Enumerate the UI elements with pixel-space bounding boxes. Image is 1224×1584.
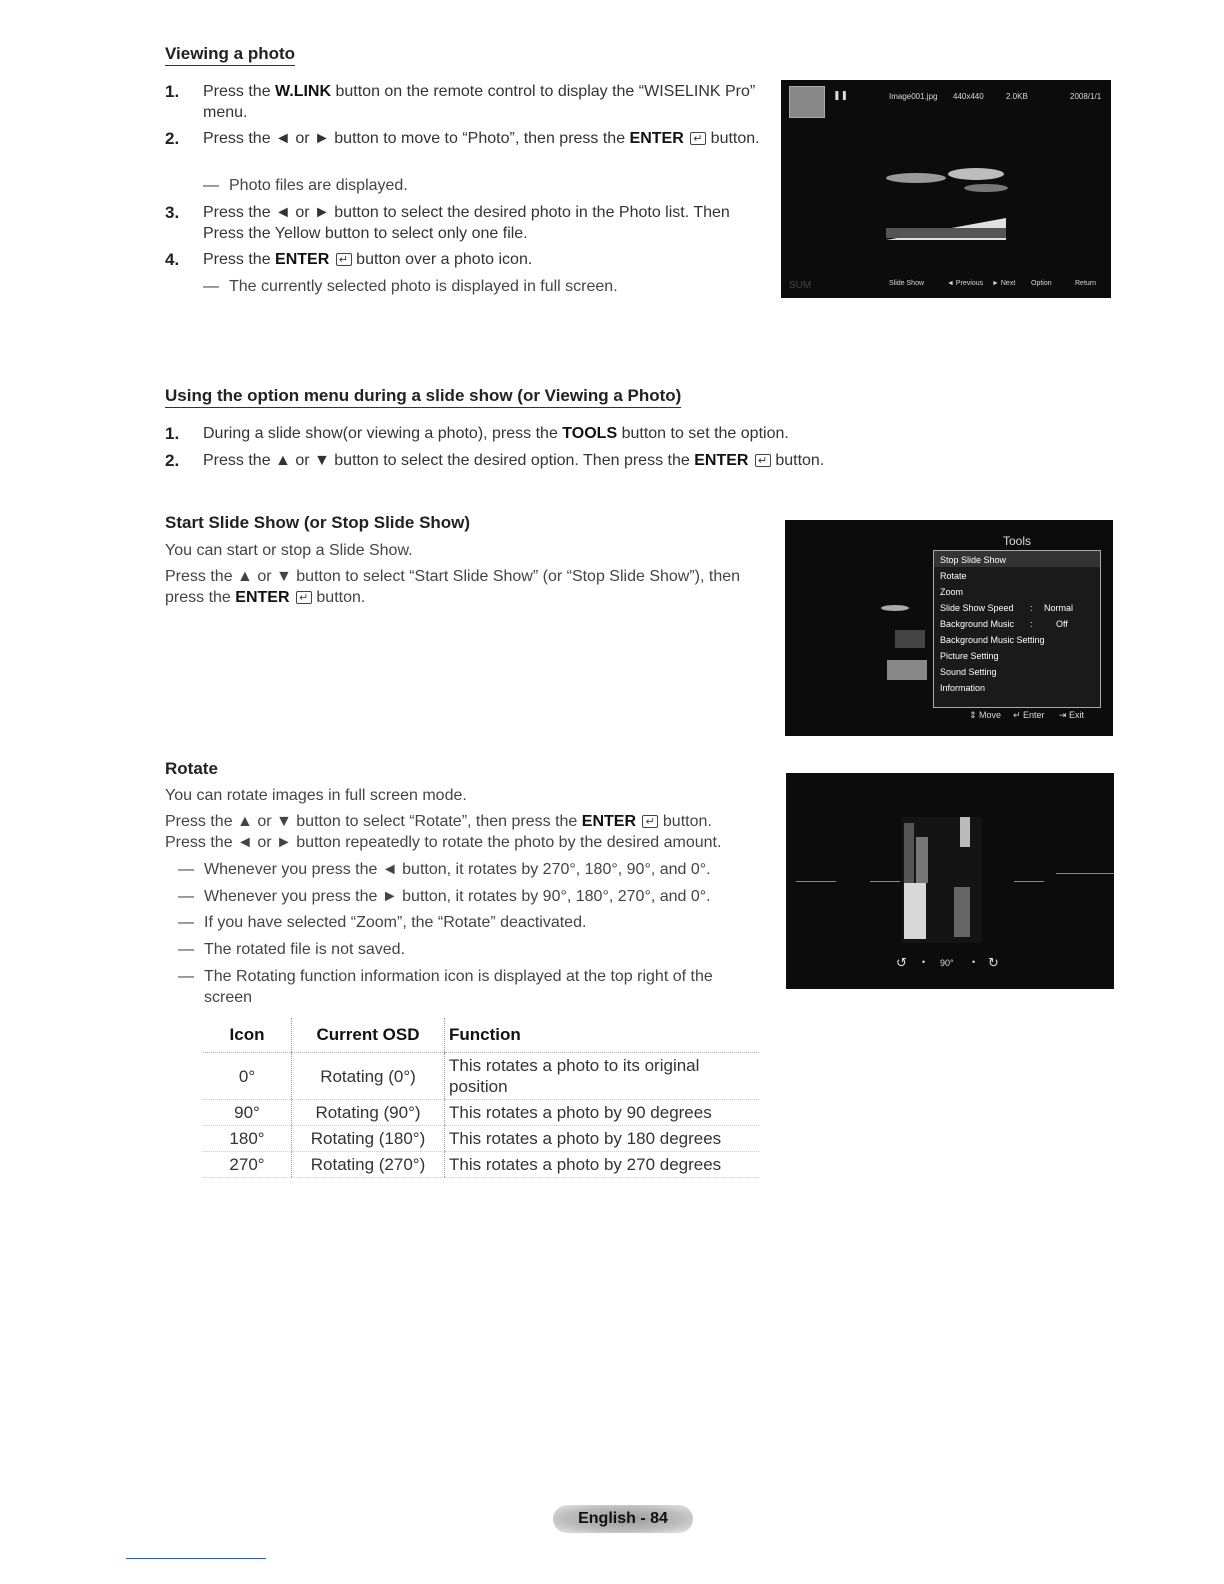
file-resolution: 440x440 bbox=[953, 92, 984, 101]
sum-label: SUM bbox=[789, 280, 812, 291]
slideshow-line-1: You can start or stop a Slide Show. bbox=[165, 542, 413, 559]
menu-item-information[interactable]: Information bbox=[940, 683, 986, 693]
rotate-note-5: — The Rotating function information icon is displayed at the top right of the screen bbox=[178, 968, 713, 1006]
step-4: 4. Press the ENTER ↵ button over a photo icon. bbox=[203, 249, 763, 270]
rotate-line-1: You can rotate images in full screen mode. bbox=[165, 787, 467, 804]
note-full-screen: — The currently selected photo is displayed in full screen. bbox=[203, 278, 618, 295]
btn-return: Return bbox=[1075, 280, 1097, 287]
rotate-line-2: Press the ▲ or ▼ button to select “Rotate”, then press the ENTER ↵ button. bbox=[165, 811, 785, 832]
menu-item-stop-slide-show[interactable]: Stop Slide Show bbox=[940, 555, 1007, 565]
footer-enter: ↵ Enter bbox=[1013, 710, 1045, 720]
table-row: 180° Rotating (180°) This rotates a photo by 180 degrees bbox=[203, 1126, 759, 1152]
rotate-note-1: — Whenever you press the ◄ button, it rotates by 270°, 180°, 90°, and 0°. bbox=[178, 861, 711, 878]
photo-image bbox=[876, 140, 1016, 250]
file-name: Image001.jpg bbox=[889, 92, 938, 101]
table-row: 0° Rotating (0°) This rotates a photo to its original position bbox=[203, 1053, 759, 1100]
pause-icon: ❚❚ bbox=[833, 90, 849, 100]
menu-item-sound-setting[interactable]: Sound Setting bbox=[940, 667, 997, 677]
menu-item-zoom[interactable]: Zoom bbox=[940, 587, 964, 597]
section-heading-viewing-photo: Viewing a photo bbox=[165, 44, 295, 66]
enter-icon bbox=[642, 815, 658, 828]
slide-show-speed-sep: : bbox=[1030, 603, 1033, 613]
option-step-2: 2. Press the ▲ or ▼ button to select the desired option. Then press the ENTER ↵ button. bbox=[203, 450, 903, 471]
right-dot: • bbox=[972, 957, 976, 967]
step-1: 1. Press the W.LINK button on the remote control to display the “WISELINK Pro” menu. bbox=[165, 82, 756, 121]
menu-item-background-music-setting[interactable]: Background Music Setting bbox=[940, 635, 1045, 645]
option-step-1: 1. During a slide show(or viewing a photo), press the TOOLS button to set the option. bbox=[165, 424, 789, 443]
section-heading-option-menu: Using the option menu during a slide show (or Viewing a Photo) bbox=[165, 386, 681, 408]
rotate-right-icon: ↻ bbox=[988, 955, 999, 970]
menu-item-rotate[interactable]: Rotate bbox=[940, 571, 967, 581]
btn-previous: ◄ Previous bbox=[947, 280, 984, 287]
enter-icon bbox=[755, 454, 771, 467]
rotation-table bbox=[203, 1018, 759, 1178]
btn-option: Option bbox=[1031, 280, 1052, 287]
tools-menu-screenshot bbox=[785, 520, 1113, 736]
col-icon: Icon bbox=[203, 1018, 292, 1053]
btn-next: ► Next bbox=[992, 280, 1016, 287]
rotate-line-3: Press the ◄ or ► button repeatedly to rotate the photo by the desired amount. bbox=[165, 834, 722, 851]
enter-icon bbox=[336, 253, 352, 266]
subheading-slide-show: Start Slide Show (or Stop Slide Show) bbox=[165, 513, 471, 532]
rotate-angle: 90° bbox=[940, 958, 954, 968]
table-row: 270° Rotating (270°) This rotates a photo by 270 degrees bbox=[203, 1152, 759, 1178]
menu-item-picture-setting[interactable]: Picture Setting bbox=[940, 651, 999, 661]
menu-item-slide-show-speed[interactable]: Slide Show Speed bbox=[940, 603, 1014, 613]
note-photo-files: — Photo files are displayed. bbox=[203, 177, 408, 194]
file-date: 2008/1/1 bbox=[1070, 92, 1102, 101]
col-current-osd: Current OSD bbox=[292, 1018, 445, 1053]
photo-view-screenshot bbox=[781, 80, 1111, 298]
rotate-note-3: — If you have selected “Zoom”, the “Rotate” deactivated. bbox=[178, 914, 587, 931]
file-size: 2.0KB bbox=[1006, 92, 1028, 101]
background-music-sep: : bbox=[1030, 619, 1033, 629]
step-3: 3. Press the ◄ or ► button to select the desired photo in the Photo list. Then Press the Yellow button to select only one file. bbox=[165, 203, 730, 242]
slideshow-line-2: Press the ▲ or ▼ button to select “Start Slide Show” (or “Stop Slide Show”), then press the ENTER ↵ button. bbox=[165, 566, 765, 608]
subheading-rotate: Rotate bbox=[165, 759, 218, 778]
tools-title: Tools bbox=[1003, 534, 1032, 548]
left-dot: • bbox=[922, 957, 926, 967]
rotate-note-4: — The rotated file is not saved. bbox=[178, 941, 405, 958]
footer-exit: ⇥ Exit bbox=[1059, 710, 1085, 720]
footer-rule bbox=[126, 1558, 266, 1559]
background-music-value: Off bbox=[1056, 619, 1068, 629]
step-2: 2. Press the ◄ or ► button to move to “Photo”, then press the ENTER ↵ button. bbox=[203, 128, 763, 149]
photo-thumbnail-icon bbox=[789, 86, 825, 118]
tools-menu-list bbox=[933, 550, 1101, 708]
btn-slide-show: Slide Show bbox=[889, 280, 925, 287]
slide-show-speed-value: Normal bbox=[1044, 603, 1074, 613]
table-row: 90° Rotating (90°) This rotates a photo by 90 degrees bbox=[203, 1100, 759, 1126]
page-number-badge: English - 84 bbox=[553, 1505, 693, 1533]
enter-icon bbox=[690, 132, 706, 145]
rotate-note-2: — Whenever you press the ► button, it rotates by 90°, 180°, 270°, and 0°. bbox=[178, 888, 711, 905]
background-photo bbox=[865, 600, 935, 690]
menu-item-background-music[interactable]: Background Music bbox=[940, 619, 1015, 629]
footer-move: ⇕ Move bbox=[969, 710, 1002, 720]
col-function: Function bbox=[445, 1018, 760, 1053]
rotated-photo bbox=[902, 817, 982, 943]
rotate-screenshot bbox=[786, 773, 1114, 989]
enter-icon bbox=[296, 591, 312, 604]
rotate-left-icon: ↺ bbox=[896, 955, 907, 970]
